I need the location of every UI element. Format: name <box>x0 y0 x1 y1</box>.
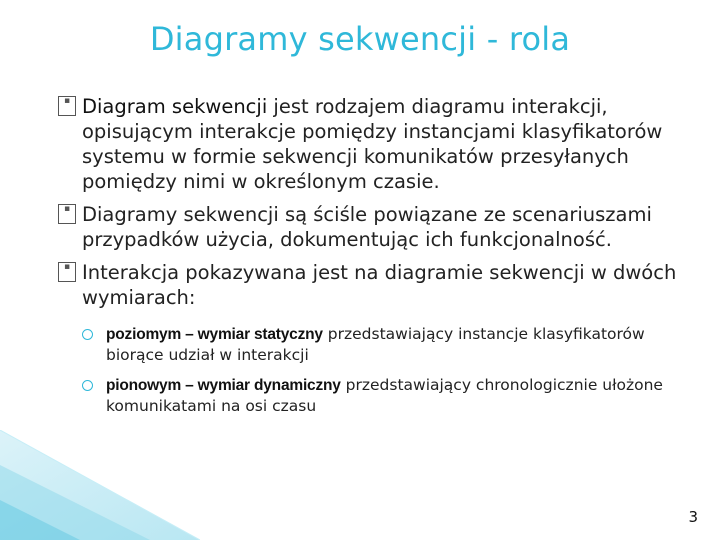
bullet-lead: Diagram sekwencji <box>82 95 268 118</box>
bullet-item <box>58 260 698 310</box>
sub-bullet-term: pionowym – wymiar dynamiczny <box>106 377 341 394</box>
circle-bullet-icon <box>82 329 93 340</box>
bullet-glyph-icon: ▪ <box>58 96 76 116</box>
page-number: 3 <box>688 508 698 526</box>
bullet-text: jest rodzajem diagramu interakcji, opisującym interakcje pomiędzy instancjami klasyfikatorów systemu w formie sekwencji komunikatów przesyłanych pomiędzy nimi w określonym czasie. <box>82 95 663 193</box>
bullet-item <box>58 94 698 194</box>
bullet-glyph-icon: ▪ <box>58 204 76 224</box>
sub-bullet-text: przedstawiający instancje klasyfikatorów biorące udział w interakcji <box>106 325 645 364</box>
bullet-text: Interakcja pokazywana jest na diagramie sekwencji w dwóch wymiarach: <box>82 261 677 309</box>
bullet-item <box>58 202 698 252</box>
corner-decoration <box>0 430 200 540</box>
sub-bullet-text: przedstawiający chronologicznie ułożone komunikatami na osi czasu <box>106 376 663 415</box>
sub-bullet-list <box>58 324 698 417</box>
circle-bullet-icon <box>82 380 93 391</box>
bullet-glyph-icon: ▪ <box>58 262 76 282</box>
sub-bullet-item <box>82 324 698 366</box>
slide-content <box>58 94 698 426</box>
sub-bullet-item <box>82 375 698 417</box>
sub-bullet-term: poziomym – wymiar statyczny <box>106 326 323 343</box>
bullet-text: Diagramy sekwencji są ściśle powiązane ze scenariuszami przypadków użycia, dokumentując ich funkcjonalność. <box>82 203 652 251</box>
slide-title: Diagramy sekwencji - rola <box>149 20 571 58</box>
